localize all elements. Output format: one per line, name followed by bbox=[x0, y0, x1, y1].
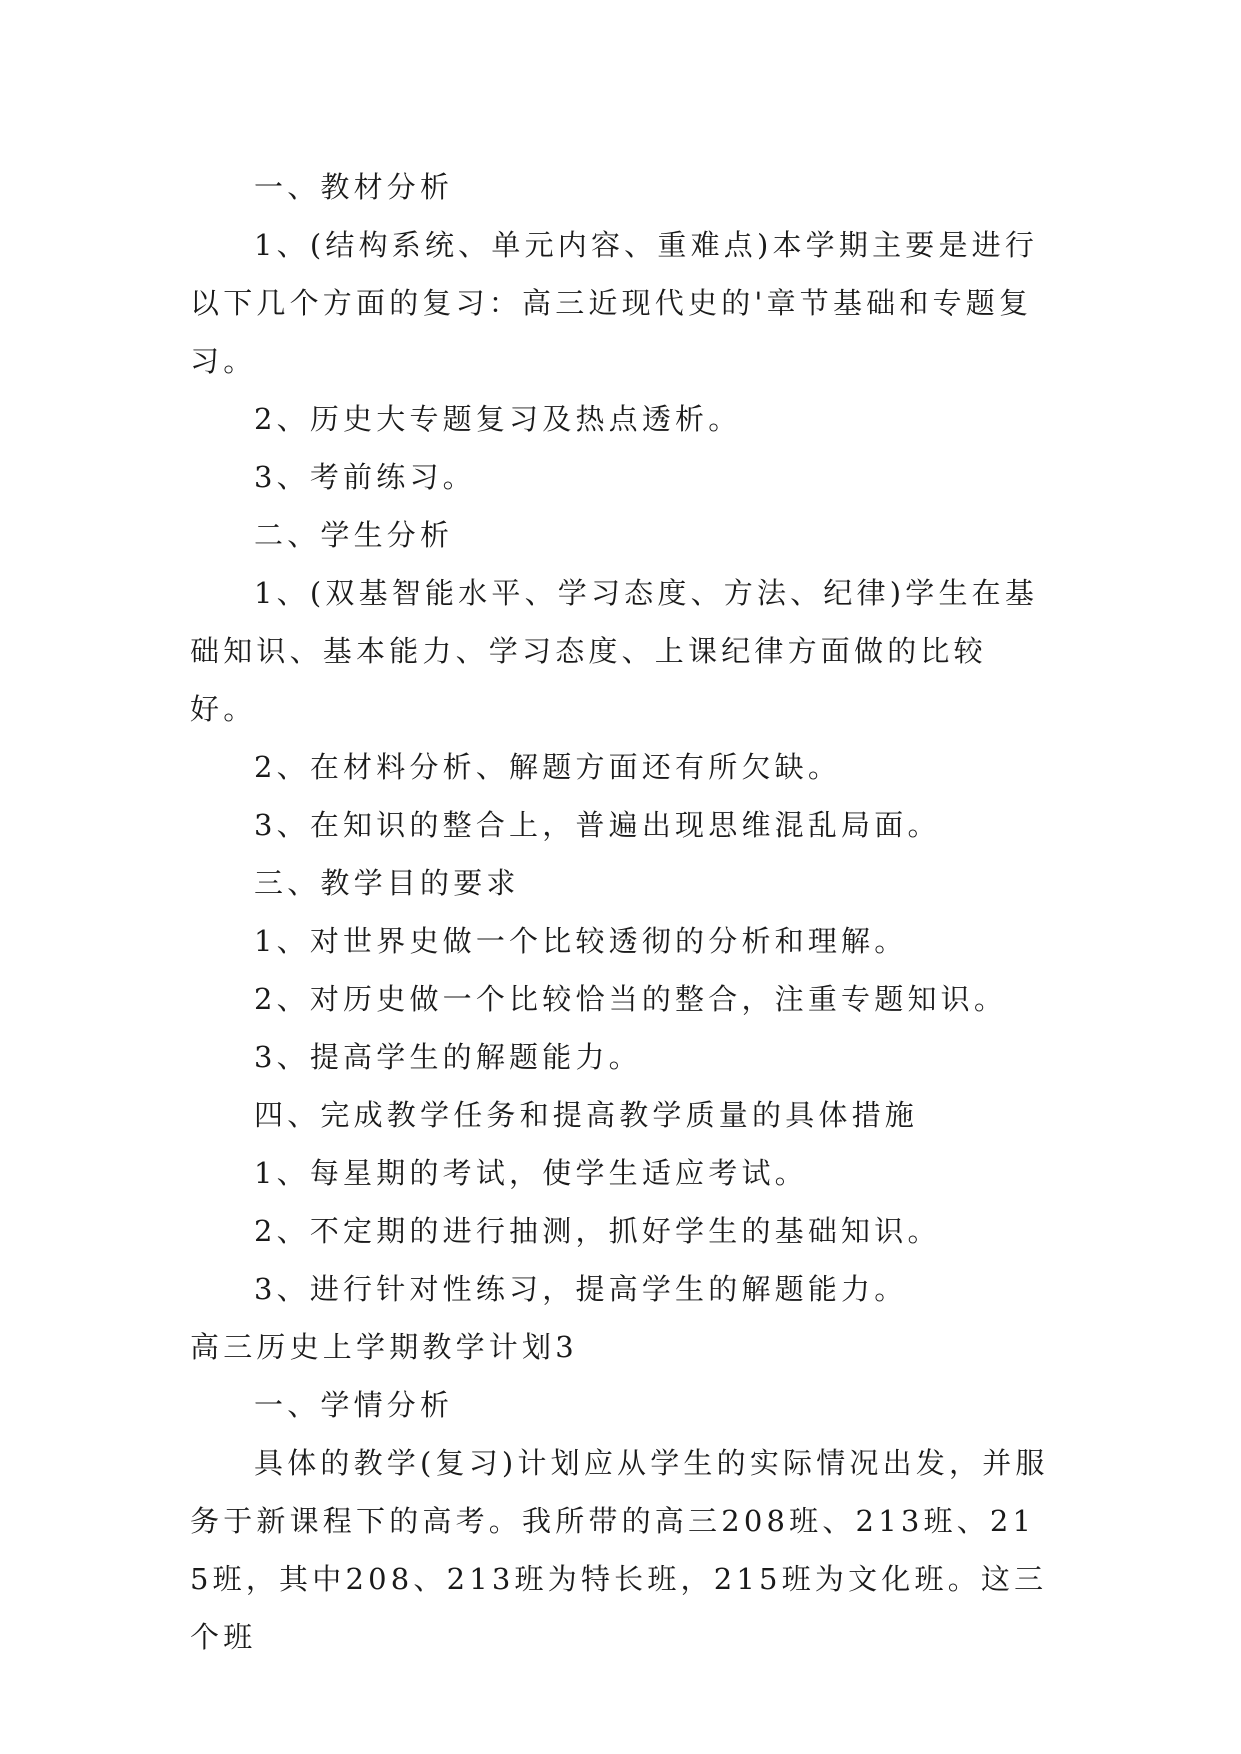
paragraph-material-3: 3、考前练习。 bbox=[254, 460, 476, 494]
paragraph-learning-situation: 具体的教学(复习)计划应从学生的实际情况出发，并服务于新课程下的高考。我所带的高三208班、213班、215班，其中208、213班为特长班，215班为文化班。这三个班 bbox=[190, 1446, 1049, 1654]
paragraph-measure-2: 2、不定期的进行抽测，抓好学生的基础知识。 bbox=[254, 1214, 941, 1248]
document-title-plan-3: 高三历史上学期教学计划3 bbox=[190, 1330, 578, 1364]
paragraph-student-1: 1、(双基智能水平、学习态度、方法、纪律)学生在基础知识、基本能力、学习态度、上课纪律方面做的比较好。 bbox=[190, 576, 1039, 726]
paragraph-goal-1: 1、对世界史做一个比较透彻的分析和理解。 bbox=[254, 924, 908, 958]
paragraph-student-3: 3、在知识的整合上，普遍出现思维混乱局面。 bbox=[254, 808, 941, 842]
paragraph-student-2: 2、在材料分析、解题方面还有所欠缺。 bbox=[254, 750, 842, 784]
section-heading-measures: 四、完成教学任务和提高教学质量的具体措施 bbox=[254, 1098, 919, 1132]
paragraph-measure-1: 1、每星期的考试，使学生适应考试。 bbox=[254, 1156, 808, 1190]
paragraph-goal-3: 3、提高学生的解题能力。 bbox=[254, 1040, 642, 1074]
section-heading-teaching-material: 一、教材分析 bbox=[254, 170, 454, 204]
paragraph-measure-3: 3、进行针对性练习，提高学生的解题能力。 bbox=[254, 1272, 908, 1306]
document-body bbox=[190, 158, 1050, 1666]
section-heading-teaching-goals: 三、教学目的要求 bbox=[254, 866, 520, 900]
section-heading-learning-situation: 一、学情分析 bbox=[254, 1388, 454, 1422]
paragraph-material-1: 1、(结构系统、单元内容、重难点)本学期主要是进行以下几个方面的复习：高三近现代史的'章节基础和专题复习。 bbox=[190, 228, 1039, 378]
paragraph-goal-2: 2、对历史做一个比较恰当的整合，注重专题知识。 bbox=[254, 982, 1008, 1016]
paragraph-material-2: 2、历史大专题复习及热点透析。 bbox=[254, 402, 742, 436]
section-heading-student-analysis: 二、学生分析 bbox=[254, 518, 454, 552]
